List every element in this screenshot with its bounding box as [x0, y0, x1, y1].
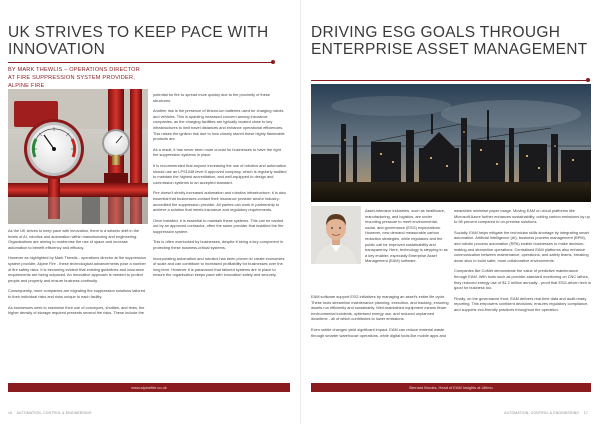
paragraph: This is often overlooked by businesses, despite it being a key component in protecting these business-critical systems.: [153, 239, 283, 251]
source-url[interactable]: www.alpinefire.co.uk: [131, 385, 167, 390]
paragraph: EAM software support ESG initiatives by managing an asset's entire life cycle. These tools streamline maintenance planning, execution, and tracking, ensuring assets run efficiently and sustainably. Well-maintained equipment means fewer environmental incidents, optimised energy use, and reduced unplanned downtime - all of which contributes to lower emissions.: [311, 294, 449, 322]
left-column-2: [153, 92, 287, 283]
page-number: 16: [8, 411, 13, 415]
paragraph: Even subtle changes yield significant impact. EAM can reduce material waste through smarter warehouse operations, while digital tools like mobile apps and: [311, 326, 446, 338]
publication-title: AUTOMATION, CONTROL & ENGINEERING: [16, 411, 92, 415]
headline-rule: [311, 80, 589, 81]
right-page: [300, 0, 600, 424]
fire-suppression-gauge-photo: [8, 89, 148, 224]
paragraph: wearables minimise paper usage. Moving EAM on cloud platforms like Microsoft Azure further enhances sustainability, cutting carbon emissions by up to 98 percent compared to on-premise solutions.: [454, 208, 590, 225]
article-headline: DRIVING ESG GOALS THROUGH ENTERPRISE ASSET MANAGEMENT: [311, 24, 588, 58]
page-number: 17: [583, 411, 588, 415]
paragraph: As businesses seek to maximise their use of conveyors, shuttles, and tines, the higher density of storage required presents several fire risks. These include the: [8, 304, 145, 316]
paragraph: However as highlighted by Mark Thewlis - operations director at fire suppression system provider, Alpine Fire - these technological advancements pose a number of fire safety risks. It is becoming evident that existing guidelines and insurance requirements are being outpaced. An innovative approach is needed to protect people and property and ensure business continuity.: [8, 255, 147, 283]
left-column-1: [8, 228, 148, 321]
paragraph: As a result, it has never been more crucial for businesses to have the right fire suppression systems in place.: [153, 146, 281, 158]
paragraph: potential for fire to spread more quickly due to the proximity of these structures.: [153, 92, 270, 103]
right-column-1: [311, 294, 449, 343]
paragraph: Once installed, it is essential to maintain these systems. This can be carried out by an approved contractor, often the same provider that installed the fire suppression system.: [153, 217, 284, 234]
paragraph: Asset-intensive industries, such as healthcare, manufacturing, and logistics, are under mounting pressure to meet environmental, social, and governance (ESG) expectations. However, new demand measurable carbon reduction strategies, while regulators and the public call for improved sustainability and transparency. Here, technology is stepping in as a key enabler, especially Enterprise Asset Management (EAM) software.: [365, 208, 448, 264]
author-portrait: [311, 206, 361, 264]
paragraph: Companies like CoMet demonstrate the value of predictive maintenance through EAM. With tools such as provider-standard monitoring on CNC lathes, they reduced energy use of $1.2 million annually - proof that ESG-driven tech is good for business too.: [454, 268, 591, 291]
headline-rule: [8, 62, 274, 63]
page-footer: [504, 411, 588, 416]
publication-title: AUTOMATION, CONTROL & ENGINEERING: [504, 411, 580, 415]
article-byline: BY MARK THEWLIS – OPERATIONS DIRECTOR AT FIRE SUPPRESSION SYSTEM PROVIDER, ALPINE FIRE: [8, 67, 140, 89]
caption-bar: [311, 383, 591, 392]
right-column-1-intro: [365, 208, 449, 269]
industrial-plant-photo: [311, 84, 591, 202]
paragraph: It is recommended that anyone increasing the use of robotics and automation should use an LPS1048 level 6 approved company, which is regularly audited to maintain the highest accreditation, and well-equipped to design and commission systems to an accepted standard.: [153, 162, 287, 185]
paragraph: Finally, on the governance front, EAM delivers real-time data and audit-ready reporting. This empowers confident decisions, ensures regulatory compliance, and supports eco-friendly practices throughout the operation.: [454, 295, 589, 312]
paragraph: As the UK strives to keep pace with innovation, there is a seismic shift in the levels of AI, robotics and automation within manufacturing and engineering. Organisations are aiming to modernise the use of space and increase automation to benefit efficiency and efficacy.: [8, 228, 140, 250]
paragraph: Consequently, more companies are migrating fire suppression solutions tailored to their individual risks and risks unique to each facility.: [8, 288, 146, 299]
right-column-2: [454, 208, 591, 318]
photo-caption: Bernard Brooks, Head of EAM Insights at Ultimo: [409, 385, 493, 390]
page-footer: [8, 411, 92, 416]
paragraph: Incorporating automation and robotics has been proven to create economies of scale and can contribute to increased profitability for businesses over the long term. However it is paramount that tailored systems are in place to ensure the organisation keeps pace with innovation safely and securely.: [153, 255, 285, 278]
paragraph: Another risk is the presence of lithium-ion batteries used for charging robots and vehicles. This is sparking increased concern among insurance companies, as the charging facilities are typically located close to key infrastructures to limit travel distances and enhance operational efficiencies. This raises the ignition risk due to how closely stored these highly flammable products are.: [153, 108, 285, 142]
paragraph: Fire doesn't strictly increased automation and robotics infrastructure; it is also essential that businesses contact their insurance provider and/or industry-accredited fire suppression provider. All parties can work in partnership to achieve a solution that meets insurance and regulatory requirements.: [153, 190, 286, 213]
article-headline: UK STRIVES TO KEEP PACE WITH INNOVATION: [8, 24, 269, 58]
paragraph: Socially, EAM helps mitigate the technician skills shortage by integrating smart automation. Artificial intelligence (AI), business process management (BPM), and robotic process automation (RPA) enable businesses to make decision-making and streamline operations. Centralised EAM platforms also enhance communication between maintenance, operations, and safety teams, breaking down silos to build safer, more collaborative environments.: [454, 229, 589, 263]
source-url-bar[interactable]: [8, 383, 290, 392]
